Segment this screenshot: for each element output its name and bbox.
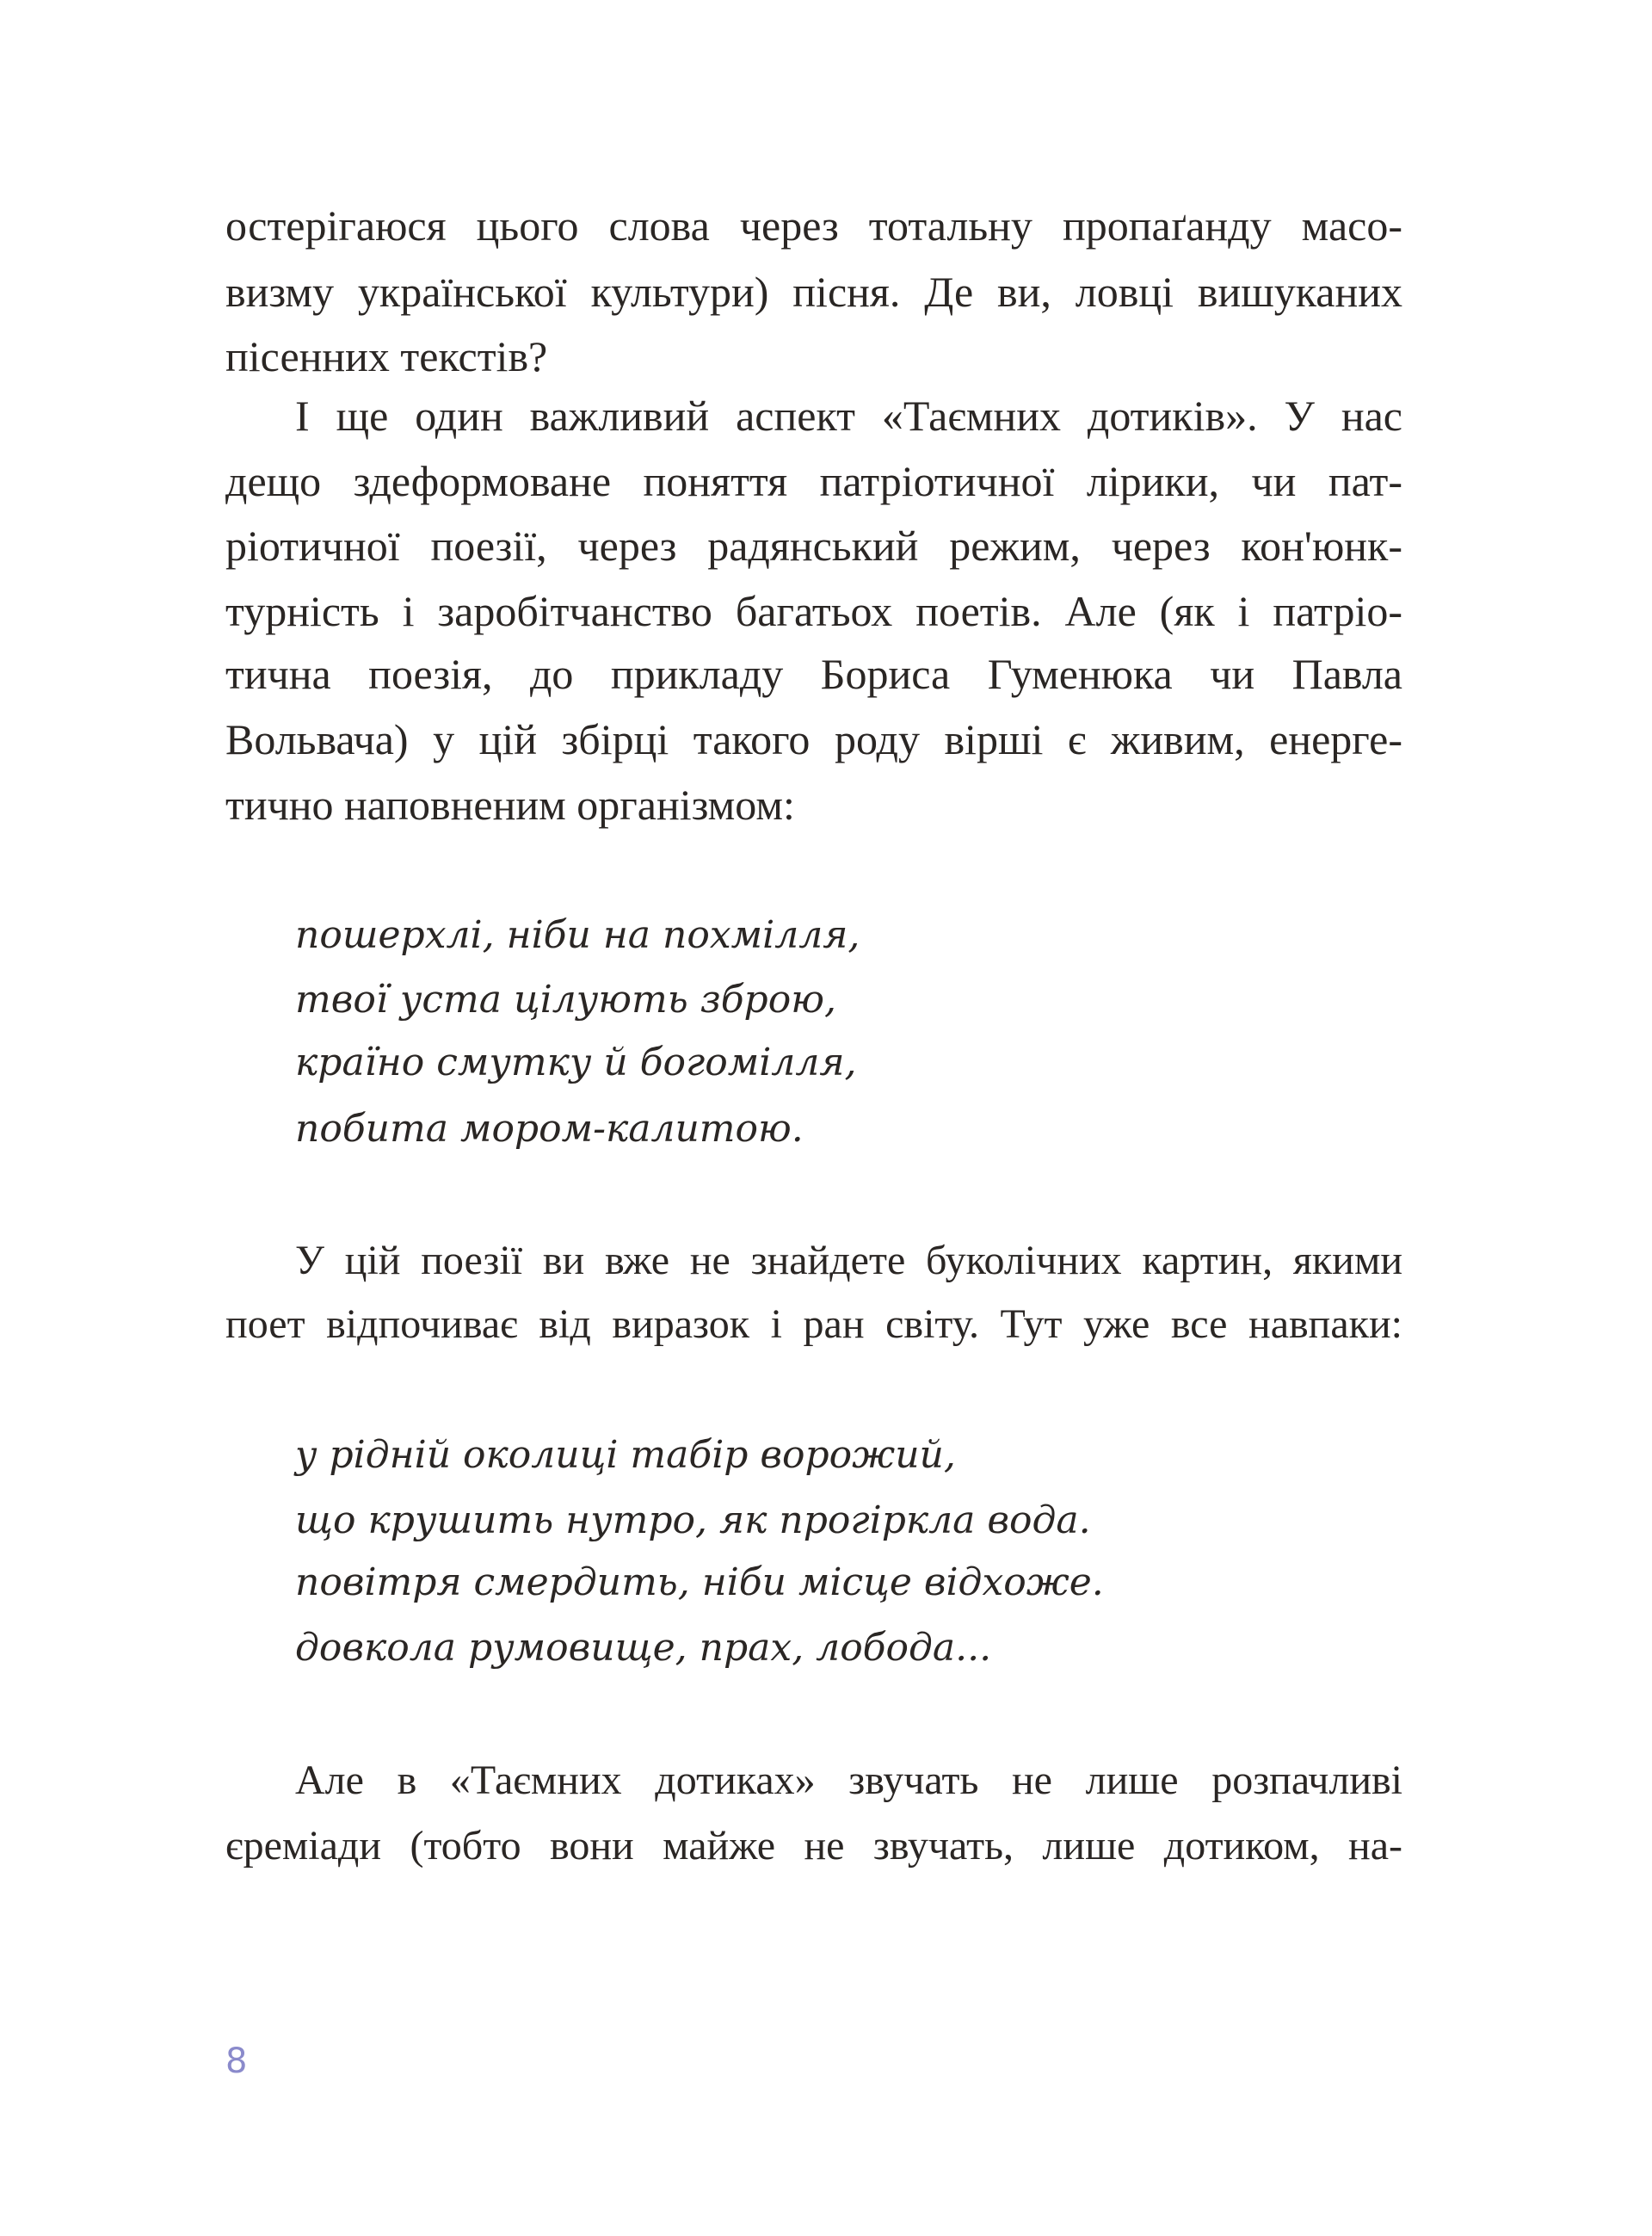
page-number: 8 <box>225 2041 248 2081</box>
poem-line: твої уста цілують зброю, <box>295 978 836 1022</box>
text-line: турність і заробітчанство багатьох поетів. Але (як і патріо- <box>225 587 1402 635</box>
text-line: тична поезія, до прикладу Бориса Гуменюка чи Павла <box>225 650 1402 698</box>
text-line: І ще один важливий аспект «Таємних дотиків». У нас <box>295 392 1402 440</box>
poem-line: у рідній околиці табір ворожий, <box>295 1433 956 1477</box>
text-line: Вольвача) у цій збірці такого роду вірші є живим, енерге- <box>225 715 1402 763</box>
text-line: визму української культури) пісня. Де ви, ловці вишуканих <box>225 268 1402 316</box>
text-line: дещо здеформоване поняття патріотичної лірики, чи пат- <box>225 457 1402 505</box>
text-line: Але в «Таємних дотиках» звучать не лише розпачливі <box>295 1757 1402 1803</box>
poem-line: довкола румовище, прах, лобода... <box>295 1626 992 1670</box>
poem-line: країно смутку й богомілля, <box>295 1041 857 1084</box>
text-line: єреміади (тобто вони майже не звучать, лише дотиком, на- <box>225 1823 1402 1868</box>
text-line: поет відпочиває від виразок і ран світу. Тут уже все навпаки: <box>225 1301 1402 1347</box>
poem-line: повітря смердить, ніби місце відхоже. <box>295 1560 1104 1604</box>
text-line: У цій поезії ви вже не знайдете буколічних картин, якими <box>295 1238 1402 1283</box>
poem-line: пошерхлі, ніби на похмілля, <box>295 913 860 957</box>
poem-line: що крушить нутро, як прогіркла вода. <box>295 1498 1091 1542</box>
poem-line: побита мором-калитою. <box>295 1107 804 1151</box>
text-line: ріотичної поезії, через радянський режим, через кон'юнк- <box>225 522 1402 570</box>
text-line: пісенних текстів? <box>225 332 548 380</box>
text-line: остерігаюся цього слова через тотальну пропаґанду масо- <box>225 201 1402 250</box>
text-line: тично наповненим організмом: <box>225 781 795 829</box>
